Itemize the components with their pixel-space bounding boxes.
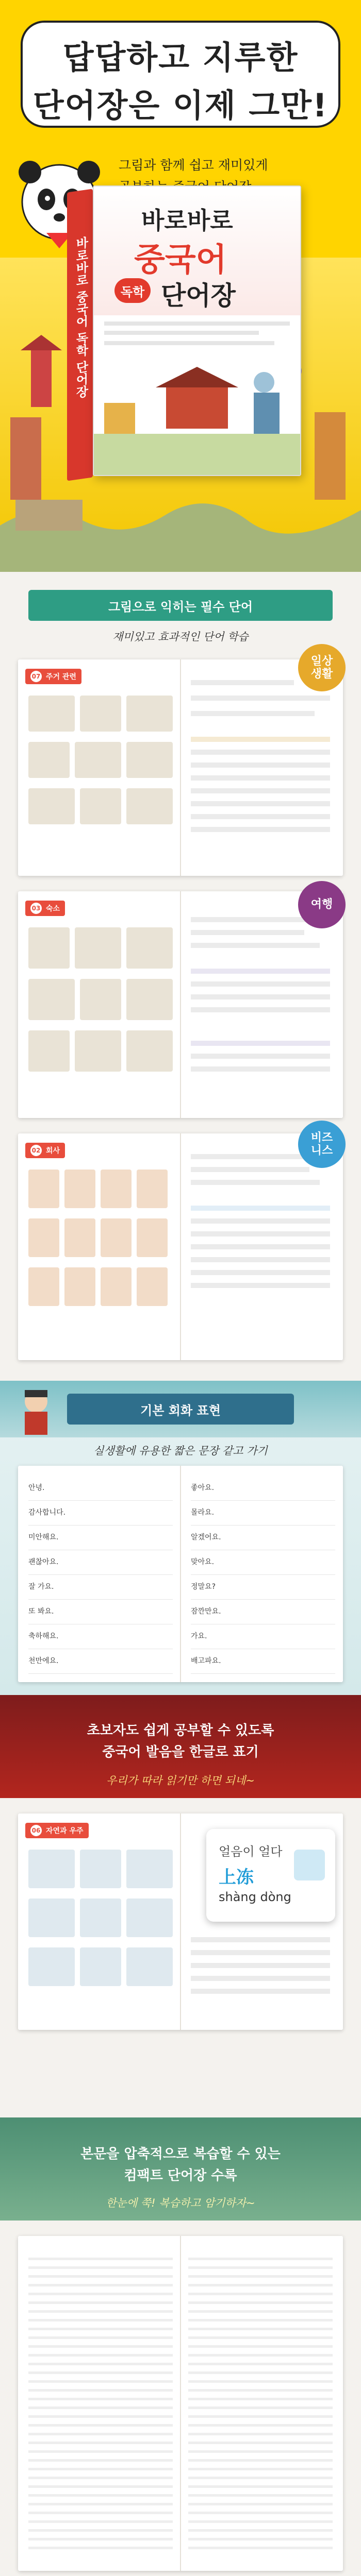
vocab-picture: [28, 742, 70, 778]
text-row: [191, 969, 330, 974]
text-row: [191, 1231, 330, 1236]
text-row: [191, 1989, 330, 1994]
text-row: [191, 1950, 330, 1955]
conversation-entry: 축하해요.: [28, 1624, 173, 1649]
conversation-entry: 안녕.: [28, 1476, 173, 1501]
vocab-picture: [80, 1899, 121, 1937]
book-title-badge: 독학: [114, 278, 151, 303]
book-title-line2: 중국어: [134, 241, 227, 278]
conversation-entry: 잘 가요.: [28, 1575, 173, 1600]
text-row: [191, 775, 330, 781]
cover-text-line: [104, 331, 259, 335]
conversation-entry: 정말요?: [191, 1575, 335, 1600]
vocab-picture: [80, 788, 121, 824]
vocab-picture: [28, 1947, 75, 1986]
vocab-picture: [137, 1170, 168, 1208]
vocab-picture: [137, 1218, 168, 1257]
text-row: [191, 1963, 330, 1968]
text-row: [191, 1167, 309, 1172]
chapter-tab: [25, 1823, 89, 1838]
chapter-number: 07: [30, 671, 42, 682]
text-row: [191, 827, 330, 832]
vocab-picture: [126, 742, 173, 778]
spread-gutter: [180, 1814, 181, 2030]
chapter-number: 03: [30, 903, 42, 914]
chapter-tab: [25, 1143, 65, 1158]
tagline-line1: 그림과 함께 쉽고 재미있게: [119, 158, 268, 173]
cover-text-line: [104, 341, 274, 345]
vocab-picture: [126, 1947, 173, 1986]
vocab-picture: [28, 788, 75, 824]
conversation-entry: 맞아요.: [191, 1550, 335, 1575]
text-row: [191, 1206, 330, 1211]
vocab-picture: [75, 927, 121, 969]
vocab-picture: [101, 1267, 132, 1306]
text-row: [191, 1283, 330, 1288]
book-cover-illustration: [94, 357, 300, 475]
vocab-picture: [126, 1899, 173, 1937]
chapter-tab: [25, 669, 81, 684]
feature4-title-line1: 본문을 압축적으로 복습할 수 있는: [80, 2146, 281, 2162]
vocab-picture: [75, 1030, 121, 1072]
vocab-picture: [28, 927, 70, 969]
vocab-picture: [75, 742, 121, 778]
text-row: [191, 1270, 330, 1275]
text-row: [191, 680, 294, 685]
callout-chinese: 上冻: [219, 1867, 254, 1888]
conversation-list-right: [191, 1476, 335, 1674]
character-illustration: [15, 1386, 57, 1435]
vocab-picture: [28, 1267, 59, 1306]
text-row: [191, 1937, 330, 1942]
ice-icon: [294, 1850, 325, 1880]
vocab-picture: [137, 1267, 168, 1306]
feature-section-compact-wordbook: [0, 2117, 361, 2576]
book-cover-title-area: [94, 187, 300, 315]
conversation-entry: 알겠어요.: [191, 1526, 335, 1550]
category-badge-travel: 여행: [298, 881, 346, 928]
feature4-subtitle: 한눈에 쭉! 복습하고 암기하자~: [106, 2197, 255, 2209]
feature1-subtitle: 재미있고 효과적인 단어 학습: [112, 631, 249, 643]
vocab-picture: [80, 1947, 121, 1986]
vocab-picture: [80, 696, 121, 732]
book-spine-text: 바로바로 중국어 독학 단어장: [74, 235, 88, 399]
vocab-picture: [28, 1899, 75, 1937]
compact-word-list-right: [188, 2251, 333, 2555]
headline-bubble: [21, 21, 340, 128]
book-spread-compact-wordbook: [18, 2236, 343, 2571]
book-spread-business: [18, 1133, 343, 1360]
text-row: [191, 711, 315, 716]
text-row: [191, 1041, 330, 1046]
category-badge-business: 비즈 니스: [298, 1121, 346, 1168]
conversation-entry: 좋아요.: [191, 1476, 335, 1501]
text-row: [191, 981, 330, 987]
text-row: [191, 788, 330, 793]
spread-gutter: [180, 2236, 181, 2571]
feature-section-pronunciation: [0, 1695, 361, 2117]
chapter-number: 06: [30, 1825, 42, 1836]
callout-pinyin: shàng dòng: [219, 1890, 291, 1904]
headline-line1: 답답하고 지루한: [62, 39, 299, 76]
vocab-picture: [28, 1030, 70, 1072]
text-row: [191, 930, 304, 935]
feature3-title-line1: 초보자도 쉽게 공부할 수 있도록: [87, 1723, 274, 1738]
vocab-picture: [28, 979, 75, 1020]
book-title-line1: 바로바로: [141, 207, 233, 234]
vocab-picture: [28, 696, 75, 732]
vocab-picture: [126, 927, 173, 969]
text-row: [191, 1244, 330, 1249]
conversation-entry: 미안해요.: [28, 1526, 173, 1550]
vocab-picture: [126, 1850, 173, 1888]
feature-section-conversation: [0, 1381, 361, 1695]
spread-gutter: [180, 659, 181, 876]
text-row: [191, 1218, 330, 1224]
text-row: [191, 1180, 320, 1185]
book-cover: [93, 185, 301, 476]
vocab-picture: [80, 1850, 121, 1888]
hero-section: [0, 0, 361, 572]
vocab-picture: [126, 696, 173, 732]
spread-gutter: [180, 891, 181, 1118]
text-row: [191, 994, 330, 999]
conversation-entry: 또 봐요.: [28, 1600, 173, 1624]
callout-korean: 얼음이 얼다: [219, 1844, 283, 1859]
feature2-title: 기본 회화 표현: [67, 1394, 294, 1425]
spread-gutter: [180, 1133, 181, 1360]
vocab-picture: [64, 1170, 95, 1208]
conversation-entry: 배고파요.: [191, 1649, 335, 1674]
conversation-entry: 괜찮아요.: [28, 1550, 173, 1575]
feature3-title-line2: 중국어 발음을 한글로 표기: [102, 1744, 259, 1760]
conversation-entry: 잠깐만요.: [191, 1600, 335, 1624]
feature2-subtitle: 실생활에 유용한 짧은 문장 같고 가기: [93, 1445, 268, 1457]
conversation-entry: 몰라요.: [191, 1501, 335, 1526]
chapter-title: 자연과 우주: [46, 1827, 84, 1835]
text-row: [191, 737, 330, 742]
spread-gutter: [180, 1466, 181, 1682]
text-row: [191, 1054, 330, 1059]
chapter-tab: [25, 901, 65, 916]
text-row: [191, 1976, 330, 1981]
text-row: [191, 750, 330, 755]
text-row: [191, 1066, 330, 1072]
vocab-picture: [80, 979, 121, 1020]
feature3-subtitle: 우리가 따라 읽기만 하면 되네~: [106, 1774, 255, 1787]
book-spine: [67, 189, 93, 481]
vocab-picture: [101, 1170, 132, 1208]
category-badge-daily-life: 일상 생활: [298, 644, 346, 691]
feature1-title: 그림으로 익히는 필수 단어: [28, 590, 333, 621]
text-row: [191, 696, 330, 701]
chapter-title: 주거 관련: [46, 673, 76, 681]
text-row: [191, 943, 320, 948]
book-spread-conversation: [18, 1466, 343, 1682]
chapter-title: 숙소: [46, 905, 60, 913]
vocab-picture: [126, 979, 173, 1020]
chapter-number: 02: [30, 1145, 42, 1156]
book-spread-travel: [18, 891, 343, 1118]
text-row: [191, 762, 330, 768]
book-spread-daily-life: [18, 659, 343, 876]
vocab-picture: [28, 1218, 59, 1257]
vocab-picture: [64, 1218, 95, 1257]
vocab-picture: [101, 1218, 132, 1257]
conversation-list-left: [28, 1476, 173, 1674]
book-title-line3: 단어장: [161, 281, 236, 311]
text-row: [191, 1007, 330, 1012]
vocab-picture: [28, 1170, 59, 1208]
conversation-entry: 가요.: [191, 1624, 335, 1649]
headline-line2: 단어장은 이제 그만!: [32, 87, 329, 124]
vocab-picture: [28, 1850, 75, 1888]
cover-text-line: [104, 321, 290, 326]
conversation-entry: 감사합니다.: [28, 1501, 173, 1526]
chapter-title: 회사: [46, 1147, 60, 1155]
vocab-picture: [126, 1030, 173, 1072]
compact-word-list-left: [28, 2251, 173, 2555]
text-row: [191, 801, 330, 806]
feature4-title-line2: 컴팩트 단어장 수록: [124, 2168, 237, 2183]
text-row: [191, 814, 330, 819]
text-row: [191, 1257, 330, 1262]
feature-section-picture-words: [0, 572, 361, 1381]
conversation-entry: 천만에요.: [28, 1649, 173, 1674]
vocab-picture: [126, 788, 173, 824]
vocab-picture: [64, 1267, 95, 1306]
pronunciation-callout: [206, 1829, 335, 1922]
